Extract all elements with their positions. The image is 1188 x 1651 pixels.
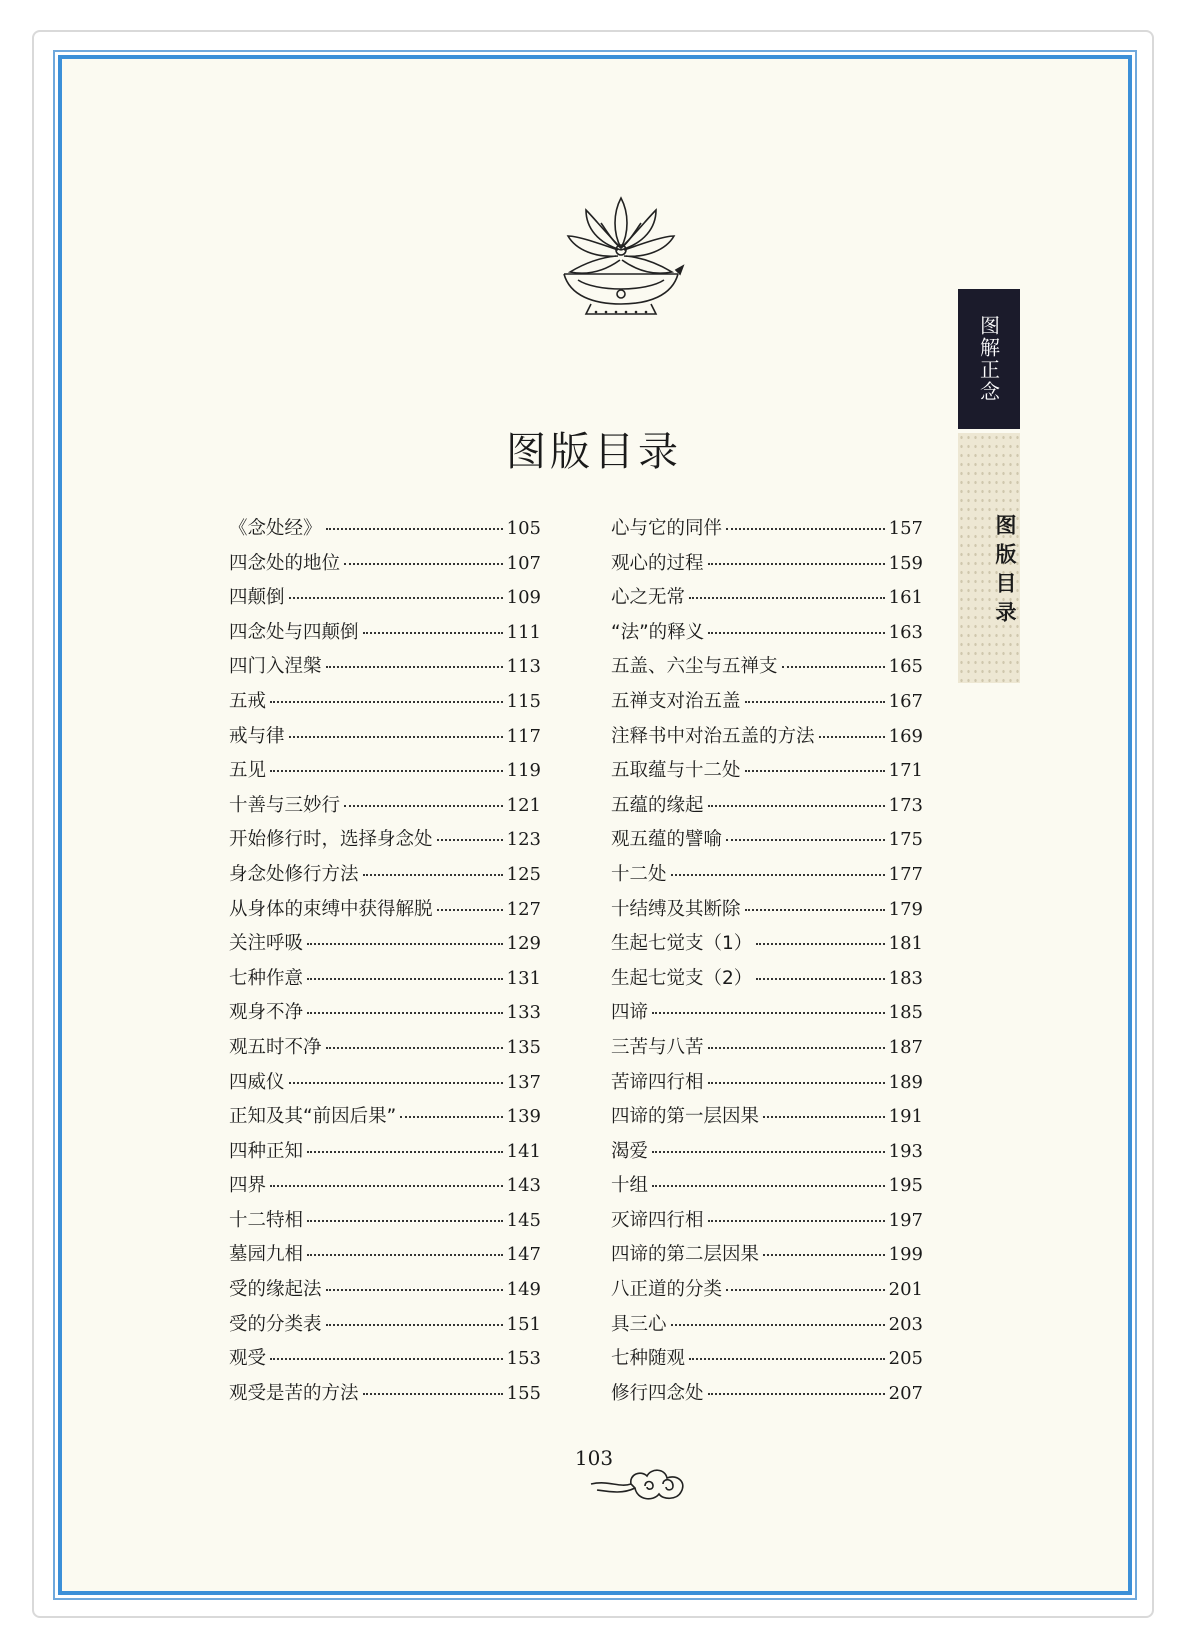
toc-entry-page: 153 [506, 1348, 541, 1370]
toc-entry-page: 115 [506, 690, 541, 712]
toc-entry-label: “法”的释义 [611, 621, 705, 643]
toc-entry [611, 722, 923, 757]
toc-entry [229, 687, 541, 722]
toc-entry-page: 141 [506, 1140, 541, 1162]
toc-entry [611, 583, 923, 618]
toc-entry-label: 四颠倒 [229, 587, 285, 609]
toc-entry [229, 998, 541, 1033]
toc-entry-label: 身念处修行方法 [229, 863, 359, 885]
dot-leader [726, 1289, 885, 1291]
toc-entry-page: 189 [888, 1071, 923, 1093]
toc-entry [611, 998, 923, 1033]
toc-entry [611, 1171, 923, 1206]
dot-leader [270, 1185, 503, 1187]
dot-leader [326, 1289, 503, 1291]
dot-leader [326, 528, 503, 530]
toc-entry-page: 171 [888, 760, 923, 782]
toc-entry [229, 1171, 541, 1206]
toc-entry-label: 观受是苦的方法 [229, 1382, 359, 1404]
toc-entry-page: 147 [506, 1244, 541, 1266]
toc-entry-label: 五见 [229, 760, 267, 782]
dot-leader [307, 1012, 503, 1014]
dot-leader [363, 1393, 503, 1395]
book-title-tab: 图解正念 [958, 289, 1020, 429]
toc-entry-page: 135 [506, 1036, 541, 1058]
toc-entry-label: 观身不净 [229, 1002, 304, 1024]
dot-leader [726, 528, 885, 530]
dot-leader [270, 1358, 503, 1360]
dot-leader [307, 1254, 503, 1256]
toc-entry-label: 七种作意 [229, 967, 304, 989]
toc-entry-page: 119 [506, 760, 541, 782]
toc-entry [229, 1206, 541, 1241]
toc-entry-page: 161 [888, 587, 923, 609]
dot-leader [708, 1082, 885, 1084]
toc-entry-label: 三苦与八苦 [611, 1036, 704, 1058]
page-number: 103 [574, 1446, 614, 1470]
toc-entry [611, 618, 923, 653]
dot-leader [363, 632, 503, 634]
dot-leader [307, 1151, 503, 1153]
toc-entry [611, 549, 923, 584]
toc-entry [611, 514, 923, 549]
toc-entry [229, 1033, 541, 1068]
toc-entry-page: 197 [888, 1209, 923, 1231]
dot-leader [270, 701, 503, 703]
toc-entry-page: 167 [888, 690, 923, 712]
toc-column-left [229, 514, 541, 1413]
cloud-flourish-icon [589, 1462, 689, 1504]
toc-entry-page: 129 [506, 933, 541, 955]
toc-entry-page: 179 [888, 898, 923, 920]
toc-entry-label: 关注呼吸 [229, 933, 304, 955]
toc-entry [611, 1137, 923, 1172]
dot-leader [270, 770, 503, 772]
dot-leader [652, 1185, 885, 1187]
toc-entry [229, 1310, 541, 1345]
toc-entry-label: 观五蕴的譬喻 [611, 829, 723, 851]
toc-entry-label: 生起七觉支（2） [611, 967, 753, 989]
toc-entry-label: 五禅支对治五盖 [611, 690, 741, 712]
section-tab: 图版目录 [958, 433, 1020, 683]
toc-entry [229, 929, 541, 964]
toc-entry-page: 207 [888, 1382, 923, 1404]
toc-entry-label: 渴爱 [611, 1140, 649, 1162]
toc-entry-label: 注释书中对治五盖的方法 [611, 725, 815, 747]
toc-entry-page: 177 [888, 863, 923, 885]
toc-entry [611, 1310, 923, 1345]
toc-entry-page: 109 [506, 587, 541, 609]
toc-entry-page: 165 [888, 656, 923, 678]
dot-leader [708, 632, 884, 634]
toc-entry-page: 199 [888, 1244, 923, 1266]
toc-entry [611, 1068, 923, 1103]
dot-leader [289, 597, 503, 599]
toc-entry [611, 860, 923, 895]
toc-entry-page: 113 [506, 656, 541, 678]
toc-entry-page: 203 [888, 1313, 923, 1335]
toc-entry [229, 549, 541, 584]
toc-entry [229, 583, 541, 618]
toc-entry-label: 十善与三妙行 [229, 794, 341, 816]
dot-leader [756, 943, 884, 945]
dot-leader [763, 1254, 885, 1256]
toc-entry-label: 观受 [229, 1348, 267, 1370]
toc-entry [229, 895, 541, 930]
toc-entry [611, 825, 923, 860]
dot-leader [671, 1324, 885, 1326]
toc-entry-label: 四谛的第二层因果 [611, 1244, 760, 1266]
toc-entry-label: 具三心 [611, 1313, 667, 1335]
toc-entry-page: 117 [506, 725, 541, 747]
toc-entry-label: 四谛的第一层因果 [611, 1106, 760, 1128]
toc-entry-label: 观心的过程 [611, 552, 704, 574]
toc-entry-page: 183 [888, 967, 923, 989]
dot-leader [289, 736, 503, 738]
toc-entry [611, 929, 923, 964]
toc-entry-label: 四界 [229, 1175, 267, 1197]
toc-entry-page: 157 [888, 518, 923, 539]
dot-leader [689, 1358, 885, 1360]
dot-leader [307, 1220, 503, 1222]
toc-entry [229, 722, 541, 757]
toc-entry-page: 193 [888, 1140, 923, 1162]
toc-entry [611, 1206, 923, 1241]
dot-leader [652, 1012, 885, 1014]
dot-leader [726, 839, 885, 841]
toc-entry-page: 155 [506, 1382, 541, 1404]
toc-entry [611, 1240, 923, 1275]
dot-leader [307, 943, 503, 945]
toc-entry-page: 191 [888, 1106, 923, 1128]
toc-entry-label: 五蕴的缘起 [611, 794, 704, 816]
toc-entry-page: 201 [888, 1279, 923, 1301]
dot-leader [326, 1324, 503, 1326]
toc-entry-page: 139 [506, 1106, 541, 1128]
toc-entry [229, 825, 541, 860]
toc-entry [229, 1102, 541, 1137]
toc-entry-label: 十组 [611, 1175, 649, 1197]
toc-entry-page: 125 [506, 863, 541, 885]
toc-entry-label: 五取蕴与十二处 [611, 760, 741, 782]
toc-entry-page: 121 [506, 794, 541, 816]
dot-leader [708, 805, 885, 807]
toc-entry-label: 四念处的地位 [229, 552, 341, 574]
toc-entry-label: 四念处与四颠倒 [229, 621, 359, 643]
dot-leader [745, 909, 885, 911]
toc-entry [229, 618, 541, 653]
toc-entry-page: 195 [888, 1175, 923, 1197]
toc-entry-label: 心之无常 [611, 587, 686, 609]
toc-entry [611, 964, 923, 999]
toc-entry-label: 受的缘起法 [229, 1279, 322, 1301]
toc-entry-page: 149 [506, 1279, 541, 1301]
toc-entry-label: 墓园九相 [229, 1244, 304, 1266]
toc-entry-label: 四门入涅槃 [229, 656, 322, 678]
toc-entry [229, 791, 541, 826]
dot-leader [344, 805, 503, 807]
toc-entry-label: 观五时不净 [229, 1036, 322, 1058]
toc-entry [611, 1275, 923, 1310]
dot-leader [344, 563, 503, 565]
toc-entry-label: 修行四念处 [611, 1382, 704, 1404]
toc-entry-page: 127 [506, 898, 541, 920]
dot-leader [708, 1220, 885, 1222]
toc-entry-page: 137 [506, 1071, 541, 1093]
toc-entry [611, 1379, 923, 1414]
toc-entry-page: 185 [888, 1002, 923, 1024]
toc-entry-label: 受的分类表 [229, 1313, 322, 1335]
dot-leader [400, 1116, 502, 1118]
toc-entry [229, 1275, 541, 1310]
toc-entry-label: 戒与律 [229, 725, 285, 747]
toc-entry-label: 十结缚及其断除 [611, 898, 741, 920]
toc-entry [229, 964, 541, 999]
dot-leader [763, 1116, 885, 1118]
page-title: 图版目录 [506, 429, 682, 475]
toc-entry [611, 756, 923, 791]
dot-leader [708, 1047, 885, 1049]
toc-entry-page: 123 [506, 829, 541, 851]
lotus-bowl-icon [556, 188, 686, 323]
toc-entry-label: 八正道的分类 [611, 1279, 723, 1301]
dot-leader [307, 978, 503, 980]
toc-entry-label: 四种正知 [229, 1140, 304, 1162]
dot-leader [437, 839, 503, 841]
toc-entry-label: 灭谛四行相 [611, 1209, 704, 1231]
dot-leader [437, 909, 503, 911]
dot-leader [671, 874, 885, 876]
toc-entry [611, 791, 923, 826]
toc-entry-label: 四谛 [611, 1002, 649, 1024]
toc-entry-page: 175 [888, 829, 923, 851]
toc-entry [611, 687, 923, 722]
dot-leader [326, 666, 503, 668]
toc-entry-label: 开始修行时，选择身念处 [229, 829, 433, 851]
dot-leader [652, 1151, 885, 1153]
toc-entry [611, 895, 923, 930]
dot-leader [782, 666, 885, 668]
toc-entry-page: 145 [506, 1209, 541, 1231]
toc-entry [229, 860, 541, 895]
toc-entry [229, 1137, 541, 1172]
toc-entry-label: 正知及其“前因后果” [229, 1106, 397, 1128]
toc-entry [611, 1033, 923, 1068]
toc-entry-page: 151 [506, 1313, 541, 1335]
dot-leader [745, 770, 885, 772]
toc-entry [611, 1102, 923, 1137]
toc-entry-page: 205 [888, 1348, 923, 1370]
toc-entry-page: 163 [888, 621, 923, 643]
toc-entry-label: 五戒 [229, 690, 267, 712]
toc-entry [229, 1379, 541, 1414]
toc-entry-label: 苦谛四行相 [611, 1071, 704, 1093]
toc-entry-page: 107 [506, 552, 541, 574]
toc-entry-label: 生起七觉支（1） [611, 933, 753, 955]
dot-leader [708, 563, 885, 565]
dot-leader [745, 701, 885, 703]
toc-entry-page: 173 [888, 794, 923, 816]
toc-entry-page: 169 [888, 725, 923, 747]
toc-entry-page: 143 [506, 1175, 541, 1197]
toc-entry [229, 652, 541, 687]
toc-entry-label: 心与它的同伴 [611, 518, 723, 539]
toc-entry-page: 187 [888, 1036, 923, 1058]
toc-entry-page: 181 [888, 933, 923, 955]
dot-leader [326, 1047, 503, 1049]
toc-entry [229, 756, 541, 791]
toc-entry-page: 133 [506, 1002, 541, 1024]
toc-entry-label: 从身体的束缚中获得解脱 [229, 898, 433, 920]
toc-entry [611, 1344, 923, 1379]
toc-entry-label: 十二特相 [229, 1209, 304, 1231]
dot-leader [756, 978, 884, 980]
toc-column-right [611, 514, 923, 1413]
toc-entry-label: 七种随观 [611, 1348, 686, 1370]
dot-leader [689, 597, 885, 599]
toc-entry [611, 652, 923, 687]
toc-entry [229, 1344, 541, 1379]
toc-entry [229, 1240, 541, 1275]
toc-entry-page: 159 [888, 552, 923, 574]
dot-leader [289, 1082, 503, 1084]
toc-entry-page: 111 [506, 621, 541, 643]
toc-entry-page: 131 [506, 967, 541, 989]
toc-entry [229, 1068, 541, 1103]
toc-entry-label: 四威仪 [229, 1071, 285, 1093]
toc-entry-page: 105 [506, 518, 541, 539]
toc-entry-label: 十二处 [611, 863, 667, 885]
dot-leader [363, 874, 503, 876]
dot-leader [819, 736, 885, 738]
dot-leader [708, 1393, 885, 1395]
toc-entry [229, 514, 541, 549]
toc-entry-label: 五盖、六尘与五禅支 [611, 656, 778, 678]
toc-entry-label: 《念处经》 [229, 518, 322, 539]
